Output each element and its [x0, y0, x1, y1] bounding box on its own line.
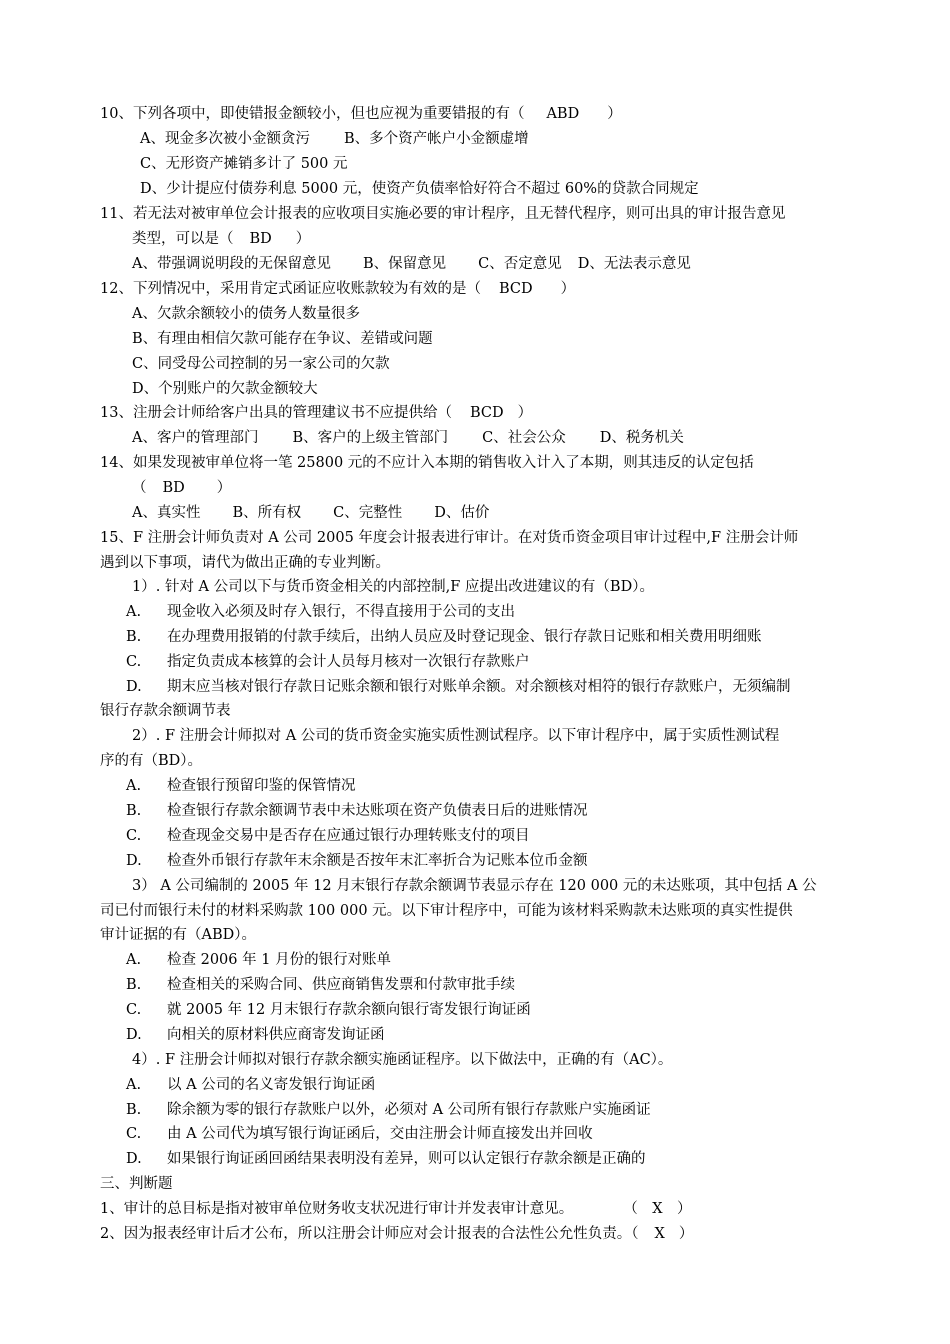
option-a: A、欠款余额较小的债务人数量很多 [132, 306, 360, 322]
option-a: A、带强调说明段的无保留意见 [132, 256, 331, 272]
option-row [132, 254, 691, 274]
option-c: C、同受母公司控制的另一家公司的欠款 [132, 356, 390, 372]
question-15: 15、F 注册会计师负责对 A 公司 2005 年度会计报表进行审计。在对货币资金项目审计过程中,F 注册会计师 [100, 530, 799, 546]
question-11: 11、若无法对被审单位会计报表的应收项目实施必要的审计程序，且无替代程序，则可出具的审计报告意见 [100, 206, 786, 222]
question-stem: 10、下列各项中，即使错报金额较小，但也应视为重要错报的有（ [100, 106, 525, 122]
subquestion-1-head: 1）. 针对 A 公司以下与货币资金相关的内部控制,F 应提出改进建议的有（BD）。 [132, 579, 654, 595]
question-15-cont: 遇到以下事项，请代为做出正确的专业判断。 [100, 555, 390, 571]
question-14: 14、如果发现被审单位将一笔 25800 元的不应计入本期的销售收入计入了本期，则其违反的认定包括 [100, 455, 754, 471]
option-row [132, 503, 489, 523]
judgment-answer: （ X ） [623, 1201, 692, 1217]
subquestion-2-head: 2）. F 注册会计师拟对 A 公司的货币资金实施实质性测试程序。以下审计程序中，属于实质性测试程 [132, 728, 780, 744]
option-c: C、社会公众 [482, 430, 566, 446]
question-12: 12、下列情况中，采用肯定式函证应收账款较为有效的是（ BCD ） [100, 281, 576, 297]
answer: BD [162, 480, 185, 496]
option-d: D、少计提应付债券利息 5000 元，使资产负债率恰好符合不超过 60%的贷款合同规定 [140, 181, 699, 197]
option-b: B、有理由相信欠款可能存在争议、差错或问题 [132, 331, 433, 347]
option-c: C、否定意见 [478, 256, 562, 272]
option-b: B、所有权 [232, 505, 302, 521]
subquestion-3-head: 3） A 公司编制的 2005 年 12 月末银行存款余额调节表显示存在 120 000 元的未达账项，其中包括 A 公 [132, 878, 817, 894]
answer: BCD [498, 281, 533, 297]
option-row [140, 129, 529, 149]
option-d: D、无法表示意见 [577, 256, 691, 272]
answer: ABD [546, 106, 580, 122]
answer: BCD [469, 405, 504, 421]
subquestion-3-head-cont: 司已付而银行未付的材料采购款 100 000 元。以下审计程序中，可能为该材料采购款未达账项的真实性提供 [100, 903, 793, 919]
judgment-text: 2、因为报表经审计后才公布，所以注册会计师应对会计报表的合法性公允性负责。（ [100, 1226, 639, 1242]
answer: BD [249, 231, 272, 247]
option-b: B、多个资产帐户小金额虚增 [343, 131, 529, 147]
question-10: 10、下列各项中，即使错报金额较小，但也应视为重要错报的有（ ABD ） [100, 106, 622, 122]
option-d: D、个别账户的欠款金额较大 [132, 381, 318, 397]
option-d: D、税务机关 [599, 430, 684, 446]
option-a: A、真实性 [132, 505, 201, 521]
judgment-text: 1、审计的总目标是指对被审单位财务收支状况进行审计并发表审计意见。 [100, 1201, 574, 1217]
subquestion-3-head-cont2: 审计证据的有（ABD）。 [100, 927, 257, 943]
question-11-cont: 类型，可以是（ BD ） [132, 231, 311, 247]
judgment-1 [100, 1199, 692, 1219]
judgment-2: 2、因为报表经审计后才公布，所以注册会计师应对会计报表的合法性公允性负责。（ X ） [100, 1226, 694, 1242]
section-title: 三、判断题 [100, 1176, 173, 1192]
option-b: B、保留意见 [362, 256, 447, 272]
option-row [132, 428, 684, 448]
option-b: B、客户的上级主管部门 [292, 430, 449, 446]
document-page: 10、下列各项中，即使错报金额较小，但也应视为重要错报的有（ ABD ） A、现金多次被小金额贪污 B、多个资产帐户小金额虚增 C、无形资产摊销多计了 500 元 D、少计提应付债券利息 5000 元，使资产负债率恰好符合不超过 60%的贷款合同规定 11、若无法对被审单位会计报表的应收项目实施必要的审计程序，且无替代程序，则可出具的审计报告意见 类型，可以是（ BD ） A、带强调说明段的无保留意见 B、保留意见 C、否定意见 D、无法表示意见 12、下列情况中，采用肯定式函证应收账款较为有效的是（ BCD ） A、欠款余额较小的债务人数量很多 B、有理由相信欠款可能存在争议、差错或问题 C、同受母公司控制的另一家公司的欠款 D、个别账户的欠款金额较大 13、注册会计师给客户出具的管理建议书不应提供给（ BCD ） A、客户的管理部门 B、客户的上级主管部门 C、社会公众 D、税务机关 14、如果发现被审单位将一笔 25800 元的不应计入本期的销售收入计入了本期，则其违反的认定包括 （ BD ） A、真实性 B、所有权 C、完整性 D、估价 15、F 注册会计师负责对 A 公司 2005 年度会计报表进行审计。在对货币资金项目审计过程中,F 注册会计师 遇到以下事项，请代为做出正确的专业判断。 1）. 针对 A 公司以下与货币资金相关的内部控制,F 应提出改进建议的有（BD）。 A. 现金收入必须及时存入银行，不得直接用于公司的支出 B. 在办理费用报销的付款手续后，出纳人员应及时登记现金、银行存款日记账和相关费用明细账 C. 指定负责成本核算的会计人员每月核对一次银行存款账户 D. 期末应当核对银行存款日记账余额和银行对账单余额。对余额核对相符的银行存款账户，无须编制 银行存款余额调节表 2）. F 注册会计师拟对 A 公司的货币资金实施实质性测试程序。以下审计程序中，属于实质性测试程 序的有（BD）。 A. 检查银行预留印鉴的保管情况 B. 检查银行存款余额调节表中未达账项在资产负债表日后的进账情况 C. 检查现金交易中是否存在应通过银行办理转账支付的项目 D. 检查外币银行存款年末余额是否按年末汇率折合为记账本位币金额 3） A 公司编制的 2005 年 12 月末银行存款余额调节表显示存在 120 000 元的未达账项，其中包括 A 公 司已付而银行未付的材料采购款 100 000 元。以下审计程序中，可能为该材料采购款未达账项的真实性提供 审计证据的有（ABD）。 A. 检查 2006 年 1 月份的银行对账单 B. 检查相关的采购合同、供应商销售发票和付款审批手续 C. 就 2005 年 12 月末银行存款余额向银行寄发银行询证函 D. 向相关的原材料供应商寄发询证函 4）. F 注册会计师拟对银行存款余额实施函证程序。以下做法中，正确的有（AC）。 A. 以 A 公司的名义寄发银行询证函 B. 除余额为零的银行存款账户以外，必须对 A 公司所有银行存款账户实施函证 C. 由 A 公司代为填写银行询证函后，交由注册会计师直接发出并回收 D. 如果银行询证函回函结果表明没有差异，则可以认定银行存款余额是正确的 三、判断题 1、审计的总目标是指对被审单位财务收支状况进行审计并发表审计意见。 （ X ） 2、因为报表经审计后才公布，所以注册会计师应对会计报表的合法性公允性负责。（ X ） [100, 106, 817, 1242]
option-c: C、无形资产摊销多计了 500 元 [140, 156, 348, 172]
question-13: 13、注册会计师给客户出具的管理建议书不应提供给（ BCD ） [100, 405, 533, 421]
subquestion-1-option-d-cont: 银行存款余额调节表 [100, 703, 231, 719]
question-14-answer: （ BD ） [132, 480, 232, 496]
judgment-answer: X [654, 1226, 665, 1242]
question-stem: 13、注册会计师给客户出具的管理建议书不应提供给（ [100, 405, 452, 421]
question-stem: 12、下列情况中，采用肯定式函证应收账款较为有效的是（ [100, 281, 481, 297]
subquestion-2-head-cont: 序的有（BD）。 [100, 753, 203, 769]
subquestion-4-head: 4）. F 注册会计师拟对银行存款余额实施函证程序。以下做法中，正确的有（AC）。 [132, 1052, 673, 1068]
option-d: D、估价 [434, 505, 490, 521]
option-a: A、客户的管理部门 [132, 430, 259, 446]
option-a: A、现金多次被小金额贪污 [140, 131, 310, 147]
option-c: C、完整性 [333, 505, 403, 521]
